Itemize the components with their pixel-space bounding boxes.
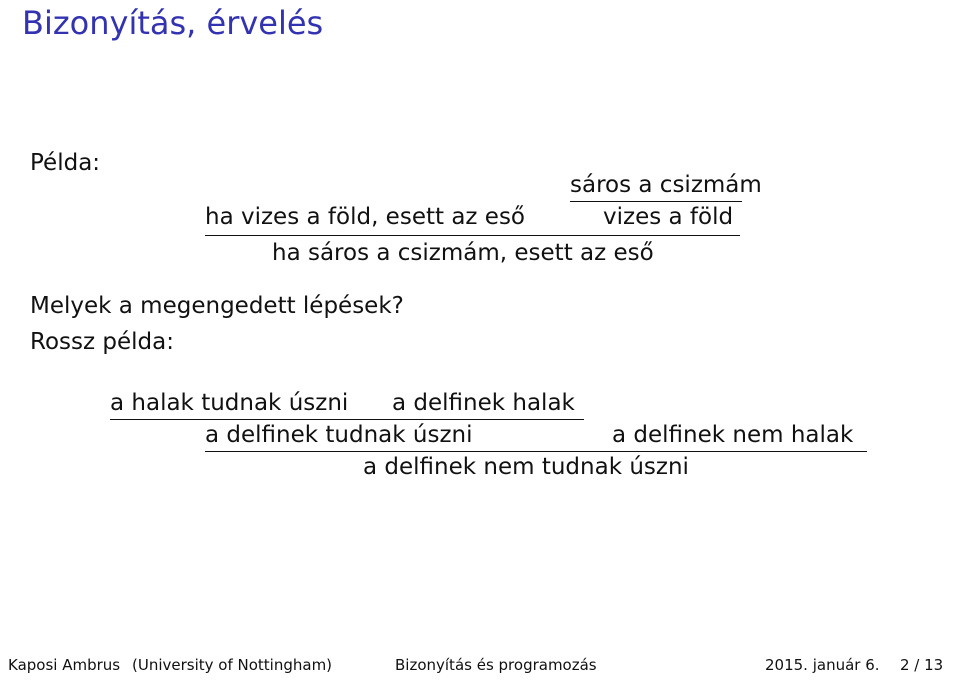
premise-left: a halak tudnak úszni <box>110 390 349 416</box>
footer-page-number: 2 / 13 <box>900 656 944 674</box>
example-label: Példa: <box>30 150 101 176</box>
conclusion: ha sáros a csizmám, esett az eső <box>272 240 654 266</box>
inference-rule-main <box>205 235 740 236</box>
bad-conclusion: a delfinek nem tudnak úszni <box>363 454 689 480</box>
left-premise: ha vizes a föld, esett az eső <box>205 204 526 230</box>
question: Melyek a megengedett lépések? <box>30 293 404 319</box>
slide-title: Bizonyítás, érvelés <box>22 4 324 42</box>
footer-talk-title: Bizonyítás és programozás <box>395 656 597 674</box>
footer-author: Kaposi Ambrus <box>8 656 121 674</box>
footer-date: 2015. január 6. <box>765 656 880 674</box>
upper-premise: sáros a csizmám <box>570 172 762 198</box>
footer-affiliation: (University of Nottingham) <box>132 656 333 674</box>
mid-left: a delfinek tudnak úszni <box>205 422 473 448</box>
bad-example-label: Rossz példa: <box>30 329 174 355</box>
right-conclusion: vizes a föld <box>603 204 734 230</box>
premise-right: a delfinek halak <box>392 390 575 416</box>
mid-right: a delfinek nem halak <box>612 422 854 448</box>
